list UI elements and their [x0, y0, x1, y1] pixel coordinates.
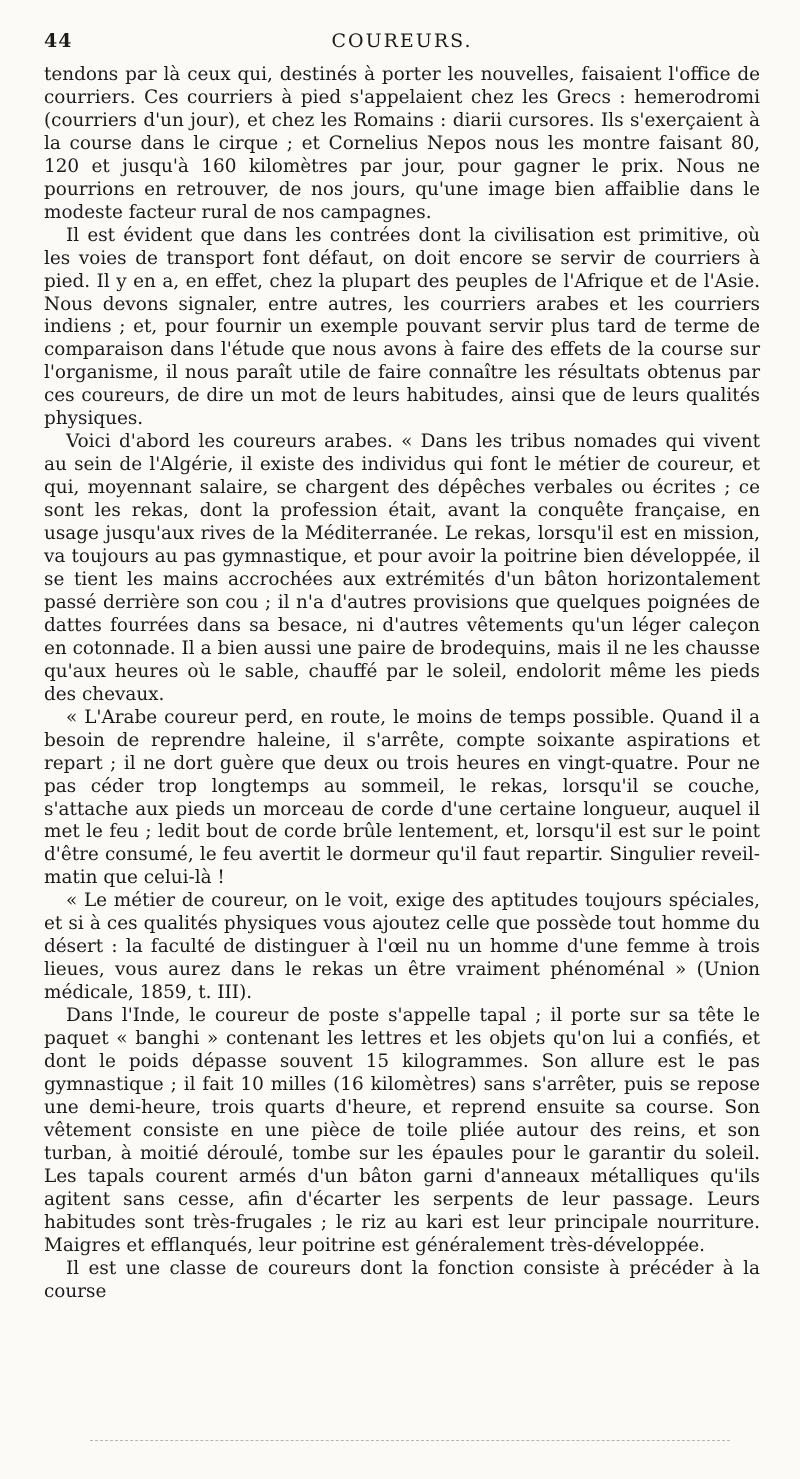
- paragraph: Il est une classe de coureurs dont la fonction consiste à précéder à la course: [44, 1257, 760, 1302]
- running-title: COUREURS.: [331, 30, 473, 52]
- body-text: [44, 64, 760, 1303]
- paragraph: Voici d'abord les coureurs arabes. « Dans les tribus nomades qui vivent au sein de l'Algérie, il existe des individus qui font le métier de coureur, et qui, moyennant salaire, se chargent des dépêches verbales ou écrites ; ce sont les rekas, dont la profession était, avant la conquête française, en usage jusqu'aux rives de la Méditerranée. Le rekas, lorsqu'il est en mission, va toujours au pas gymnastique, et pour avoir la poitrine bien développée, il se tient les mains accrochées aux extrémités d'un bâton horizontalement passé derrière son cou ; il n'a d'autres provisions que quelques poignées de dattes fourrées dans sa besace, ni d'autres vêtements qu'un léger caleçon en cotonnade. Il a bien aussi une paire de brodequins, mais il ne les chausse qu'aux heures où le sable, chauffé par le soleil, endolorit même les pieds des chevaux.: [44, 431, 760, 705]
- paragraph: « Le métier de coureur, on le voit, exige des aptitudes toujours spéciales, et si à ces qualités physiques vous ajoutez celle que possède tout homme du désert : la faculté de distinguer à l'œil nu un homme d'une femme à trois lieues, vous aurez dans le rekas un être vraiment phénoménal » (Union médicale, 1859, t. III).: [44, 890, 760, 1004]
- paragraph: « L'Arabe coureur perd, en route, le moins de temps possible. Quand il a besoin de reprendre haleine, il s'arrête, compte soixante aspirations et repart ; il ne dort guère que deux ou trois heures en vingt-quatre. Pour ne pas céder trop longtemps au sommeil, le rekas, lorsqu'il se couche, s'attache aux pieds un morceau de corde d'une certaine longueur, auquel il met le feu ; ledit bout de corde brûle lentement, et, lorsqu'il est sur le point d'être consumé, le feu avertit le dormeur qu'il faut repartir. Singulier reveil-matin que celui-là !: [44, 706, 760, 889]
- paragraph: Dans l'Inde, le coureur de poste s'appelle tapal ; il porte sur sa tête le paquet « banghi » contenant les lettres et les objets qu'on lui a confiés, et dont le poids dépasse souvent 15 kilogrammes. Son allure est le pas gymnastique ; il fait 10 milles (16 kilomètres) sans s'arrêter, puis se repose une demi-heure, trois quarts d'heure, et reprend ensuite sa course. Son vêtement consiste en une pièce de toile pliée autour des reins, et son turban, à moitié déroulé, tombe sur les épaules pour le garantir du soleil. Les tapals courent armés d'un bâton garni d'anneaux métalliques qu'ils agitent sans cesse, afin d'écarter les serpents de leur passage. Leurs habitudes sont très-frugales ; le riz au kari est leur principale nourriture. Maigres et efflanqués, leur poitrine est généralement très-développée.: [44, 1005, 760, 1256]
- page-header: [44, 30, 760, 64]
- bottom-rule: [90, 1440, 730, 1441]
- paragraph: tendons par là ceux qui, destinés à porter les nouvelles, faisaient l'office de courriers. Ces courriers à pied s'appelaient chez les Grecs : hemerodromi (courriers d'un jour), et chez les Romains : diarii cursores. Ils s'exerçaient à la course dans le cirque ; et Cornelius Nepos nous les montre faisant 80, 120 et jusqu'à 160 kilomètres par jour, pour gagner le prix. Nous ne pourrions en retrouver, de nos jours, qu'une image bien affaiblie dans le modeste facteur rural de nos campagnes.: [44, 64, 760, 223]
- page-number: 44: [44, 30, 73, 52]
- paragraph: Il est évident que dans les contrées dont la civilisation est primitive, où les voies de transport font défaut, on doit encore se servir de courriers à pied. Il y en a, en effet, chez la plupart des peuples de l'Afrique et de l'Asie. Nous devons signaler, entre autres, les courriers arabes et les courriers indiens ; et, pour fournir un exemple pouvant servir plus tard de terme de comparaison dans l'étude que nous avons à faire des effets de la course sur l'organisme, il nous paraît utile de faire connaître les résultats obtenus par ces coureurs, de dire un mot de leurs habitudes, ainsi que de leurs qualités physiques.: [44, 224, 760, 430]
